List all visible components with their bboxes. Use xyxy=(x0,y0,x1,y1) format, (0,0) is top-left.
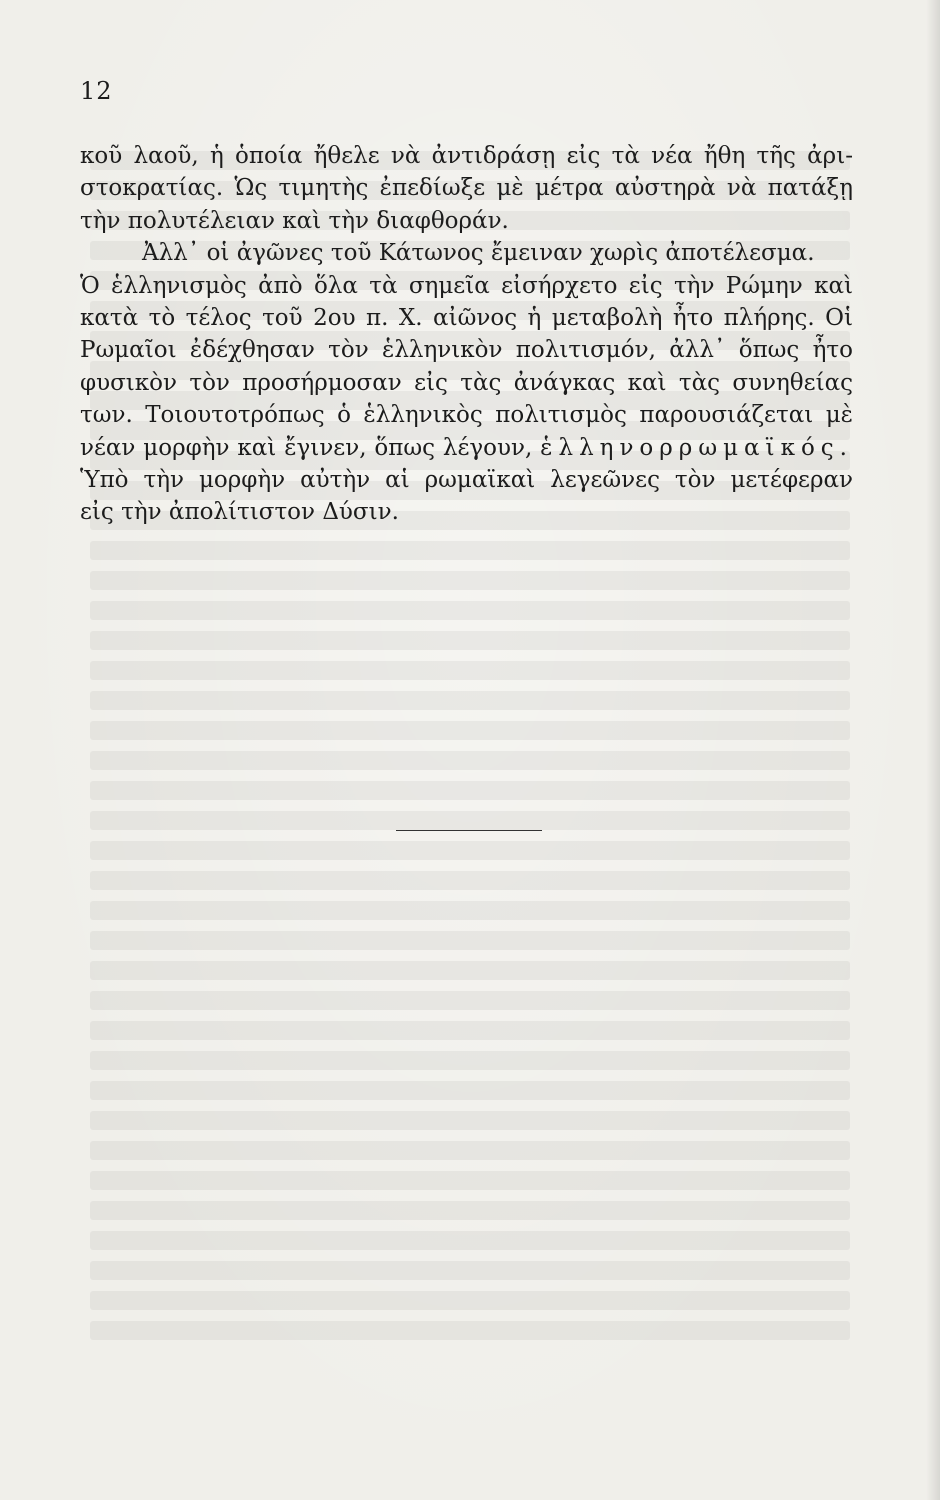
text-line: εἰς τὴν ἀπολίτιστον Δύσιν. xyxy=(80,499,399,526)
spaced-emphasis-word: ἑλληνορρωμαϊκός. xyxy=(540,434,853,461)
page-edge-shadow xyxy=(926,0,940,1500)
page-number: 12 xyxy=(80,77,113,105)
text-line: κοῦ λαοῦ, ἡ ὁποία ἤθελε νὰ ἀντιδράσῃ εἰς τὰ νέα ἤθη τῆς ἀρι- xyxy=(80,143,853,169)
paragraph-start-line: Ἀλλ᾿ οἱ ἀγῶνες τοῦ Κάτωνος ἔμειναν χωρὶς ἀποτέλεσμα. xyxy=(142,240,815,267)
text-line: στοκρατίας. Ὡς τιμητὴς ἐπεδίωξε μὲ μέτρα αὐστηρὰ νὰ πατάξῃ xyxy=(80,175,853,202)
body-text xyxy=(80,140,853,529)
section-divider-rule xyxy=(396,830,542,831)
text-fragment: νέαν μορφὴν καὶ ἔγινεν, ὅπως λέγουν, xyxy=(80,434,533,461)
text-line: τὴν πολυτέλειαν καὶ τὴν διαφθοράν. xyxy=(80,207,509,234)
text-line: Ὑπὸ τὴν μορφὴν αὐτὴν αἱ ρωμαϊκαὶ λεγεῶνες τὸν μετέφεραν xyxy=(80,466,853,493)
text-line: Ρωμαῖοι ἐδέχθησαν τὸν ἑλληνικὸν πολιτισμόν, ἀλλ᾿ ὅπως ἦτο xyxy=(80,337,853,364)
text-line: φυσικὸν τὸν προσήρμοσαν εἰς τὰς ἀνάγκας καὶ τὰς συνηθείας xyxy=(80,369,853,396)
text-line: Ὁ ἑλληνισμὸς ἀπὸ ὅλα τὰ σημεῖα εἰσήρχετο εἰς τὴν Ρώμην καὶ xyxy=(80,272,853,299)
text-line: κατὰ τὸ τέλος τοῦ 2ου π. Χ. αἰῶνος ἡ μεταβολὴ ἦτο πλήρης. Οἱ xyxy=(80,304,853,331)
text-line: των. Τοιουτοτρόπως ὁ ἑλληνικὸς πολιτισμὸς παρουσιάζεται μὲ xyxy=(80,402,853,429)
text-line-with-emphasis xyxy=(80,432,853,464)
